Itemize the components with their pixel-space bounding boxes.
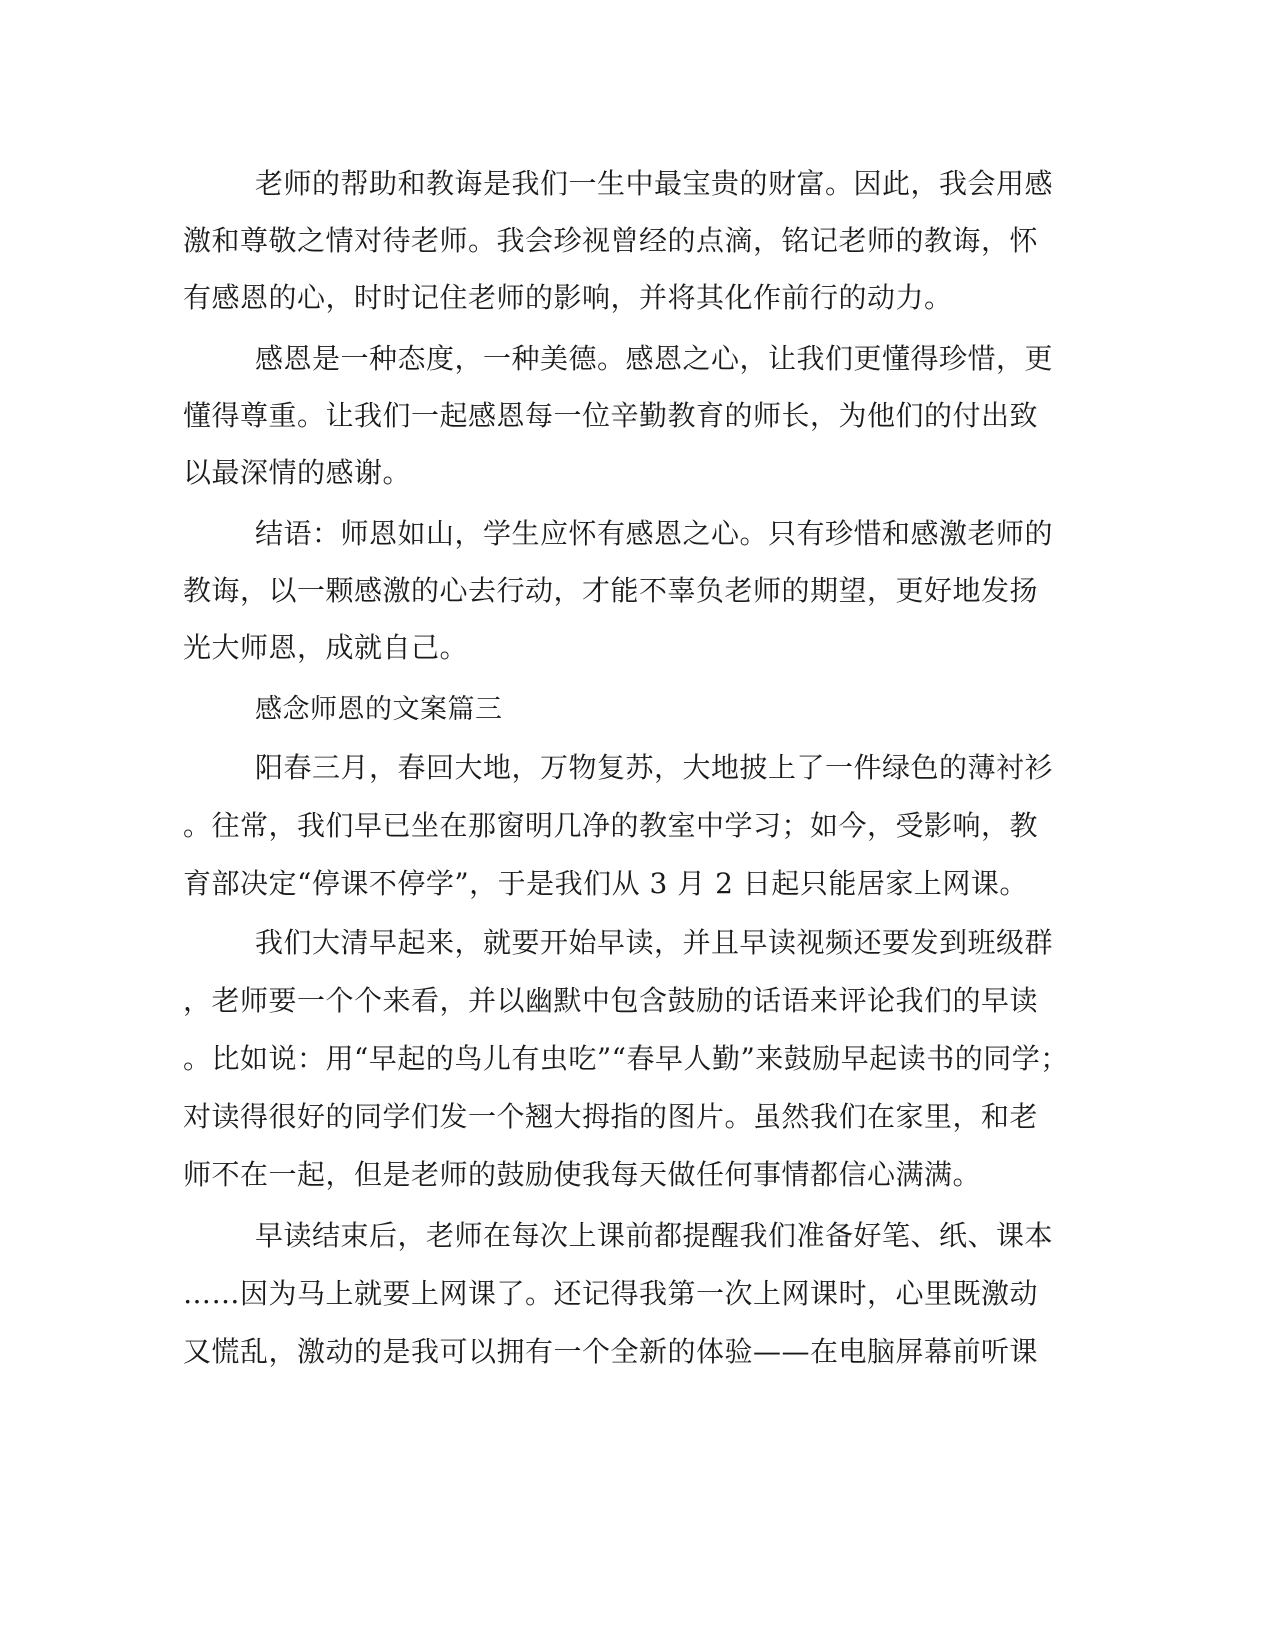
paragraph-5-line-3: 又慌乱，激动的是我可以拥有一个全新的体验——在电脑屏幕前听课 xyxy=(183,1335,1039,1368)
paragraph-1-line-3: 有感恩的心，时时记住老师的影响，并将其化作前行的动力。 xyxy=(183,281,953,314)
paragraph-1-line-1: 老师的帮助和教诲是我们一生中最宝贵的财富。因此，我会用感 xyxy=(255,167,1054,200)
paragraph-2-line-1: 感恩是一种态度，一种美德。感恩之心，让我们更懂得珍惜，更 xyxy=(255,342,1054,375)
paragraph-2-line-2: 懂得尊重。让我们一起感恩每一位辛勤教育的师长，为他们的付出致 xyxy=(183,399,1039,432)
conclusion-line-3: 光大师恩，成就自己。 xyxy=(183,631,469,664)
paragraph-3-line-1: 阳春三月，春回大地，万物复苏，大地披上了一件绿色的薄衬衫 xyxy=(255,751,1054,784)
paragraph-4-line-4: 对读得很好的同学们发一个翘大拇指的图片。虽然我们在家里，和老 xyxy=(183,1100,1039,1133)
paragraph-1-line-2: 激和尊敬之情对待老师。我会珍视曾经的点滴，铭记老师的教诲，怀 xyxy=(183,224,1039,257)
paragraph-4-line-5: 师不在一起，但是老师的鼓励使我每天做任何事情都信心满满。 xyxy=(183,1158,982,1191)
conclusion-line-2: 教诲，以一颗感激的心去行动，才能不辜负老师的期望，更好地发扬 xyxy=(183,574,1039,607)
conclusion-line-1: 结语：师恩如山，学生应怀有感恩之心。只有珍惜和感激老师的 xyxy=(255,517,1054,550)
paragraph-3-line-3: 育部决定“停课不停学”，于是我们从 3 月 2 日起只能居家上网课。 xyxy=(183,867,1028,900)
paragraph-5-line-1: 早读结束后，老师在每次上课前都提醒我们准备好笔、纸、课本 xyxy=(255,1219,1054,1252)
paragraph-4-line-1: 我们大清早起来，就要开始早读，并且早读视频还要发到班级群 xyxy=(255,926,1054,959)
paragraph-4-line-3: 。比如说：用“早起的鸟儿有虫吃”“春早人勤”来鼓励早起读书的同学； xyxy=(183,1042,1069,1075)
paragraph-5-line-2: ……因为马上就要上网课了。还记得我第一次上网课时，心里既激动 xyxy=(183,1277,1039,1310)
paragraph-4-line-2: ，老师要一个个来看，并以幽默中包含鼓励的话语来评论我们的早读 xyxy=(183,984,1039,1017)
paragraph-2-line-3: 以最深情的感谢。 xyxy=(183,456,412,489)
paragraph-3-line-2: 。往常，我们早已坐在那窗明几净的教室中学习；如今，受影响，教 xyxy=(183,809,1039,842)
section-heading: 感念师恩的文案篇三 xyxy=(255,694,503,725)
